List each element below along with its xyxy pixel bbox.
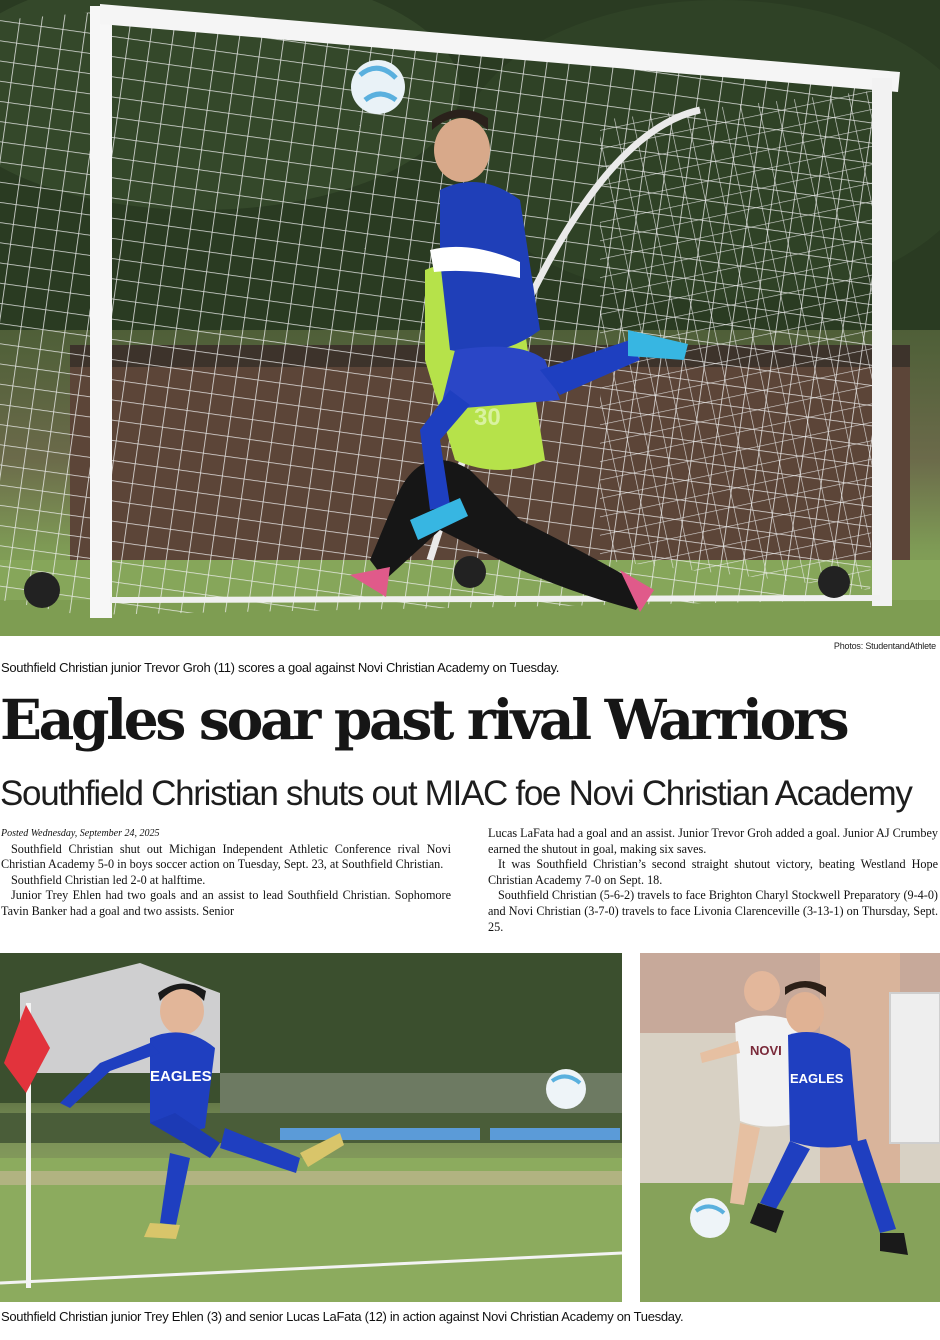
keeper-number: 30 <box>474 404 501 431</box>
article-paragraph: Southfield Christian shut out Michigan Independent Athletic Conference rival Novi Christian Academy 5-0 in boys soccer action on Tuesday, Sept. 23, at Southfield Christian. <box>1 841 451 872</box>
corner-kick-illustration <box>0 953 622 1302</box>
bottom-left-photo <box>0 953 622 1302</box>
soccer-ball <box>351 60 405 114</box>
article-paragraph: Junior Trey Ehlen had two goals and an assist to lead Southfield Christian. Sophomore Tavin Banker had a goal and two assists. Senior <box>1 888 451 918</box>
top-photo <box>0 0 940 636</box>
headline: Eagles soar past rival Warriors <box>0 687 847 752</box>
soccer-ball <box>690 1198 730 1238</box>
article-paragraph: Southfield Christian (5-6-2) travels to face Brighton Charyl Stockwell Preparatory (9-4-0) and Novi Christian (3-7-0) travels to face Livonia Clarenceville (3-13-1) on Thursday, Sept. 25. <box>488 888 938 934</box>
article-body <box>1 826 937 944</box>
bottom-right-photo <box>640 953 940 1302</box>
eagles-jersey-text: EAGLES <box>150 1068 212 1085</box>
eagles-jersey-text: EAGLES <box>790 1071 844 1086</box>
article-paragraph: Lucas LaFata had a goal and an assist. Junior Trevor Groh added a goal. Junior AJ Crumbey earned the shutout in goal, making six saves. <box>488 826 938 856</box>
soccer-ball <box>546 1069 586 1109</box>
novi-jersey-text: NOVI <box>750 1043 782 1058</box>
bottom-photos-caption: Southfield Christian junior Trey Ehlen (3) and senior Lucas LaFata (12) in action against Novi Christian Academy on Tuesday. <box>1 1309 684 1324</box>
subheadline: Southfield Christian shuts out MIAC foe Novi Christian Academy <box>0 774 912 813</box>
photo-credit: Photos: StudentandAthlete <box>833 641 936 651</box>
article-paragraph: Southfield Christian led 2-0 at halftime. <box>11 872 206 887</box>
article-column-right <box>488 826 938 944</box>
top-photo-caption: Southfield Christian junior Trevor Groh (11) scores a goal against Novi Christian Academy on Tuesday. <box>1 660 560 675</box>
dateline: Posted Wednesday, September 24, 2025 <box>1 828 160 839</box>
goal-scene-illustration <box>0 0 940 636</box>
dribble-illustration <box>640 953 940 1302</box>
article-column-left <box>1 826 451 944</box>
article-paragraph: It was Southfield Christian’s second straight shutout victory, beating Westland Hope Christian Academy 7-0 on Sept. 18. <box>488 857 938 887</box>
